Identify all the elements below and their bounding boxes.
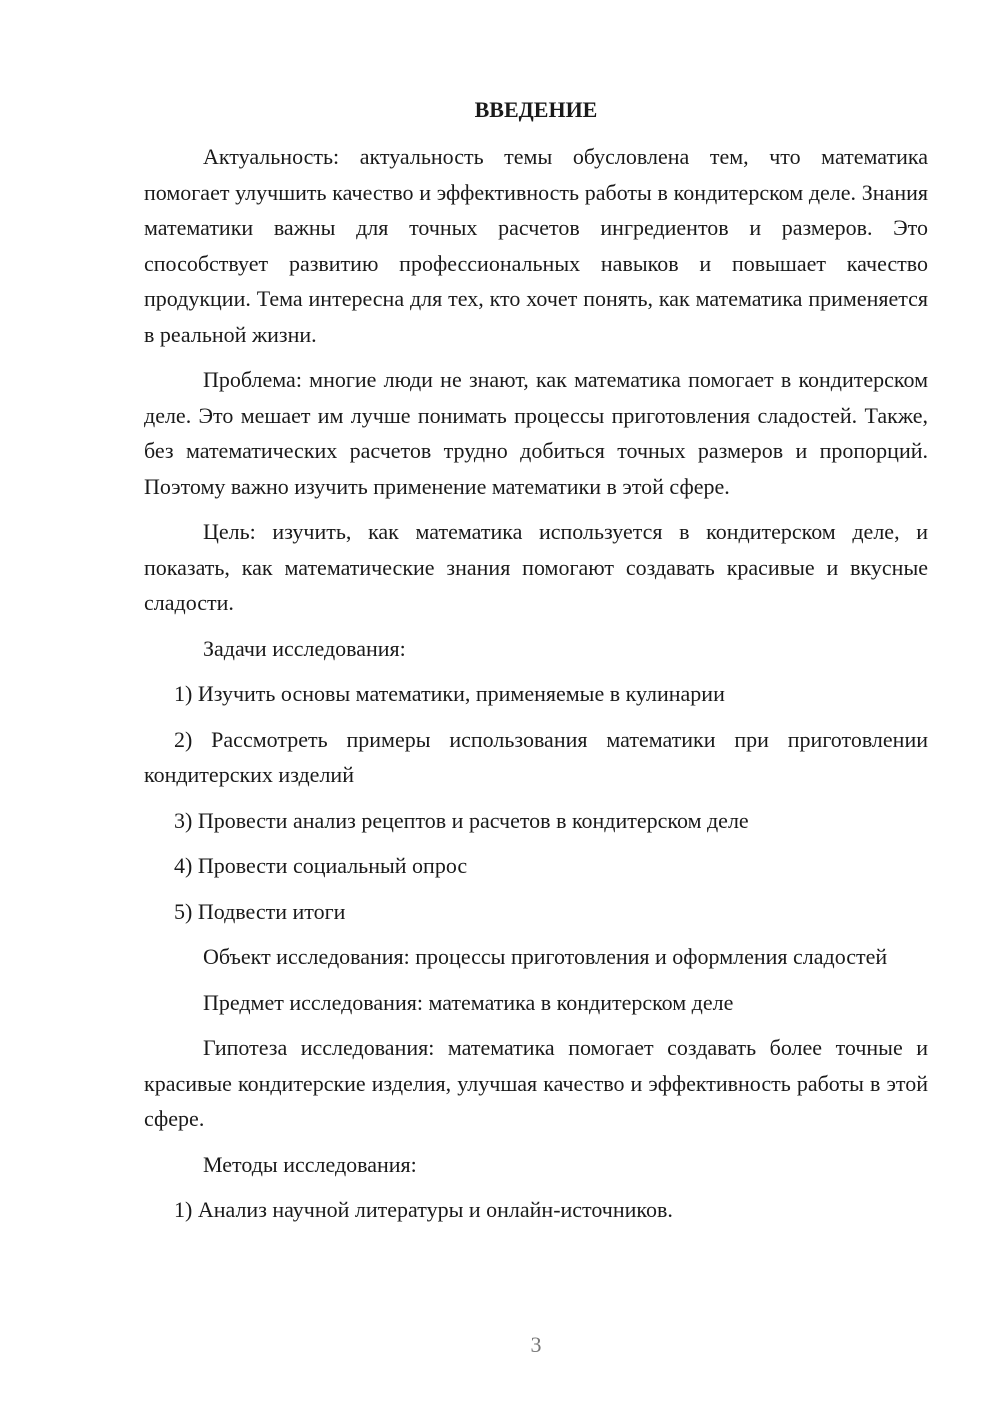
section-title: ВВЕДЕНИЕ	[474, 97, 598, 122]
task-item: 1) Изучить основы математики, применяемые в кулинарии	[174, 681, 725, 706]
tasks-heading: Задачи исследования:	[203, 635, 406, 661]
hypothesis-paragraph: Гипотеза исследования: математика помогает создавать более точные и красивые кондитерские изделия, улучшая качество и эффективность работы в этой сфере.	[144, 1035, 928, 1131]
problem-paragraph: Проблема: многие люди не знают, как математика помогает в кондитерском деле. Это мешает им лучше понимать процессы приготовления сладостей. Также, без математических расчетов трудно добиться точных размеров и пропорций. Поэтому важно изучить применение математики в этой сфере.	[144, 367, 928, 499]
task-item: 2) Рассмотреть примеры использования математики при приготовлении кондитерских изделий	[144, 726, 928, 787]
object-paragraph: Объект исследования: процессы приготовления и оформления сладостей	[203, 944, 888, 969]
method-item: 1) Анализ научной литературы и онлайн-источников.	[174, 1197, 673, 1222]
goal-paragraph: Цель: изучить, как математика используется в кондитерском деле, и показать, как математические знания помогают создавать красивые и вкусные сладости.	[144, 519, 928, 615]
document-body	[144, 92, 928, 1238]
methods-heading: Методы исследования:	[203, 1151, 417, 1177]
relevance-paragraph: Актуальность: актуальность темы обусловлена тем, что математика помогает улучшить качество и эффективность работы в кондитерском деле. Знания математики важны для точных расчетов ингредиентов и размеров. Это способствует развитию профессиональных навыков и повышает качество продукции. Тема интересна для тех, кто хочет понять, как математика применяется в реальной жизни.	[144, 144, 928, 347]
page-number: 3	[530, 1332, 542, 1357]
task-item: 4) Провести социальный опрос	[174, 853, 468, 878]
subject-paragraph: Предмет исследования: математика в кондитерском деле	[203, 989, 734, 1015]
task-item: 3) Провести анализ рецептов и расчетов в кондитерском деле	[174, 807, 749, 833]
task-item: 5) Подвести итоги	[174, 898, 346, 924]
